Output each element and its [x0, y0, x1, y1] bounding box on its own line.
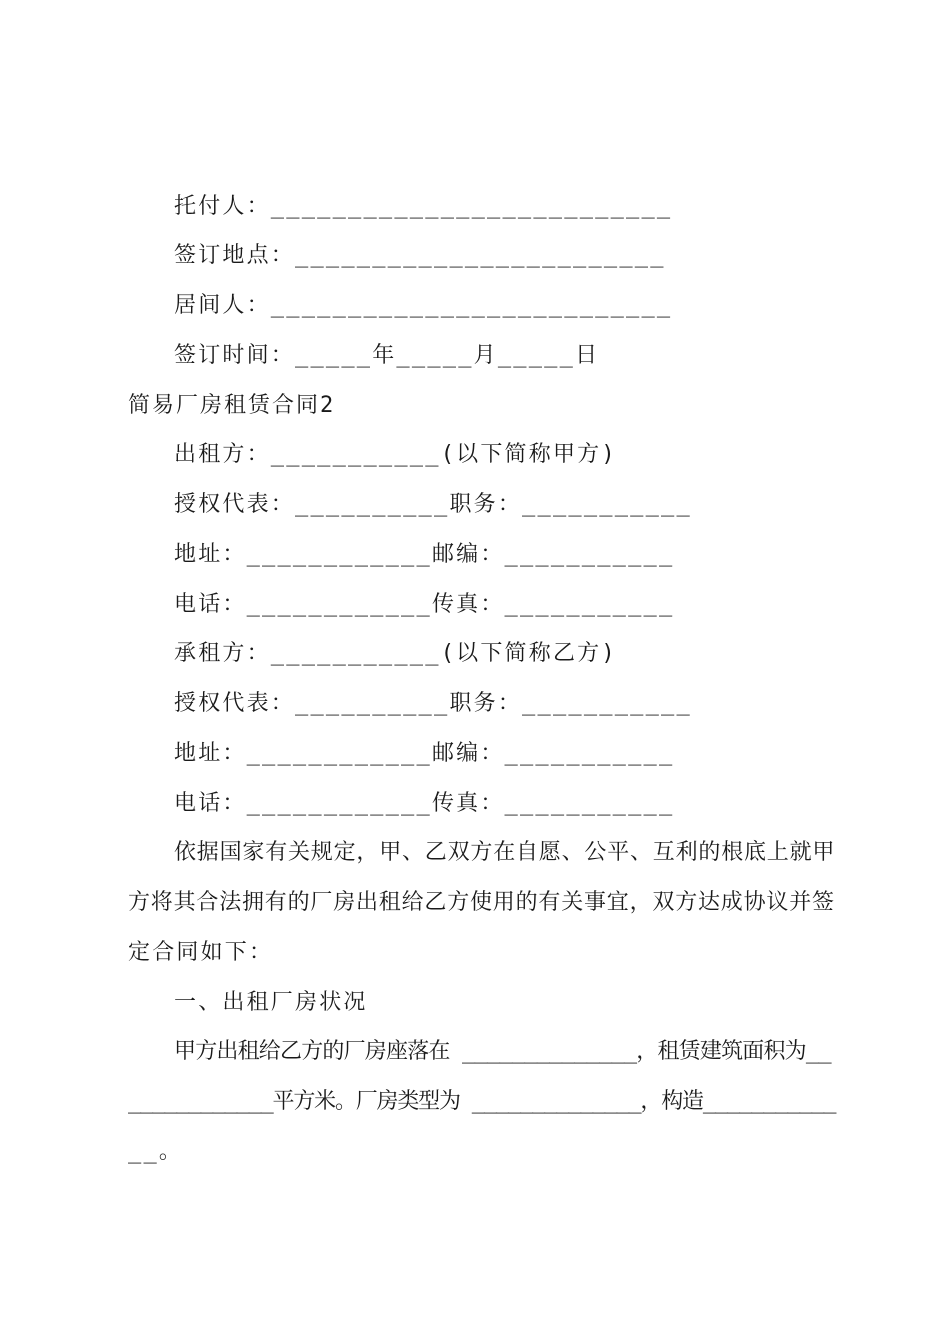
- intro-paragraph-line-3: 定合同如下：: [128, 940, 274, 965]
- broker-line: 居间人：__________________________: [174, 293, 673, 318]
- sign-time-line: 签订时间：_____年_____月_____日: [174, 343, 600, 368]
- lessee-line: 承租方：___________(以下简称乙方): [174, 641, 617, 666]
- contract-title: 简易厂房租赁合同2: [128, 393, 336, 418]
- intro-paragraph-line-2: 方将其合法拥有的厂房出租给乙方使用的有关事宜，双方达成协议并签: [128, 890, 835, 915]
- sign-place-line: 签订地点：________________________: [174, 243, 666, 268]
- lessee-address-line: 地址：____________邮编：___________: [174, 741, 675, 766]
- section-1-paragraph-line-2: ____________平方米。厂房类型为 ______________，构造___________: [128, 1089, 836, 1114]
- lessor-line: 出租方：___________(以下简称甲方): [174, 442, 617, 467]
- lessor-address-line: 地址：____________邮编：___________: [174, 542, 675, 567]
- lessee-phone-line: 电话：____________传真：___________: [174, 791, 675, 816]
- lessor-phone-line: 电话：____________传真：___________: [174, 592, 675, 617]
- intro-paragraph-line-1: 依据国家有关规定，甲、乙双方在自愿、公平、互利的根底上就甲: [174, 840, 836, 865]
- section-1-paragraph-line-1: 甲方出租给乙方的厂房座落在 ______________，租赁建筑面积为__: [174, 1039, 831, 1064]
- lessee-rep-line: 授权代表：__________职务：___________: [174, 691, 692, 716]
- section-1-heading: 一、出租厂房状况: [174, 990, 368, 1015]
- entrust-person-line: 托付人：__________________________: [174, 194, 673, 219]
- section-1-paragraph-line-3: __。: [128, 1139, 184, 1164]
- lessor-rep-line: 授权代表：__________职务：___________: [174, 492, 692, 517]
